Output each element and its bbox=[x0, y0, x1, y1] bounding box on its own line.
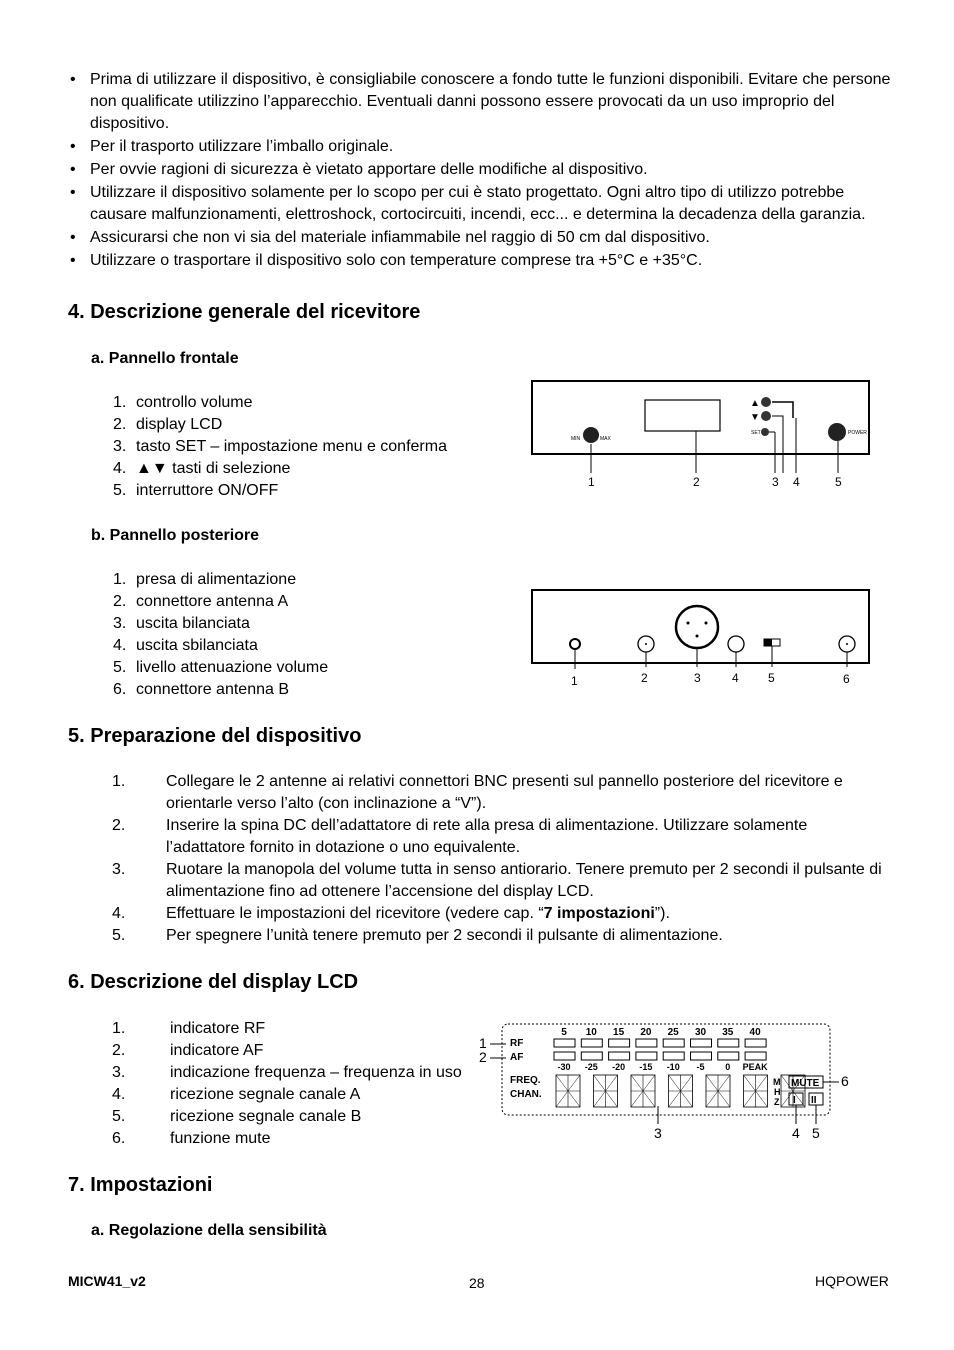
lcd-digit-segment bbox=[706, 1075, 730, 1107]
af-scale-label: -30 bbox=[557, 1062, 571, 1072]
svg-text:2: 2 bbox=[693, 475, 700, 489]
front-panel-heading: a. Pannello frontale bbox=[91, 350, 239, 367]
svg-text:1: 1 bbox=[571, 674, 578, 688]
svg-text:4: 4 bbox=[732, 671, 739, 685]
footer-model: MICW41_v2 bbox=[68, 1273, 146, 1289]
lcd-digit-segment bbox=[744, 1075, 768, 1107]
rf-bar-segment bbox=[691, 1039, 712, 1047]
rf-bar-segment bbox=[554, 1039, 575, 1047]
volume-knob bbox=[583, 427, 599, 443]
svg-text:5: 5 bbox=[835, 475, 842, 489]
af-bar-segment bbox=[691, 1052, 712, 1060]
svg-text:5: 5 bbox=[812, 1125, 820, 1141]
list-item: 2. connettore antenna A bbox=[113, 593, 289, 610]
list-item: 5. Per spegnere l’unità tenere premuto per 2 secondi il pulsante di alimentazione. bbox=[112, 927, 723, 944]
section-4-heading: 4. Descrizione generale del ricevitore bbox=[68, 301, 421, 323]
list-item: 1. indicatore RF bbox=[112, 1020, 266, 1037]
list-item: 5. ricezione segnale canale B bbox=[112, 1108, 362, 1125]
svg-text:3: 3 bbox=[694, 671, 701, 685]
preparation-steps bbox=[68, 771, 888, 947]
rf-bar-segment bbox=[745, 1039, 766, 1047]
af-bar-segment bbox=[636, 1052, 657, 1060]
rear-panel-diagram bbox=[528, 587, 873, 689]
svg-text:4: 4 bbox=[792, 1125, 800, 1141]
svg-text:M: M bbox=[773, 1077, 781, 1087]
rear-panel-outline bbox=[532, 590, 869, 663]
rf-scale-label: 10 bbox=[585, 1027, 597, 1038]
lcd-digit-segment bbox=[631, 1075, 655, 1107]
rf-label: RF bbox=[510, 1038, 524, 1049]
power-socket bbox=[570, 639, 580, 649]
list-item: 4. Effettuare le impostazioni del ricevitore (vedere cap. “7 impostazioni”). bbox=[112, 905, 670, 922]
intro-bullet-list bbox=[68, 69, 898, 273]
balanced-output bbox=[676, 606, 718, 648]
page-number: 28 bbox=[469, 1275, 485, 1291]
list-item: 3. tasto SET – impostazione menu e conferma bbox=[113, 438, 447, 455]
lcd-diagram bbox=[476, 1020, 856, 1142]
list-item: 3. uscita bilanciata bbox=[113, 615, 250, 632]
list-item: 4. ricezione segnale canale A bbox=[112, 1086, 361, 1103]
freq-label: FREQ. bbox=[510, 1075, 541, 1086]
footer-brand: HQPOWER bbox=[815, 1273, 889, 1289]
rf-bar-segment bbox=[663, 1039, 684, 1047]
af-scale-label: -5 bbox=[696, 1062, 705, 1072]
svg-text:2: 2 bbox=[479, 1049, 487, 1065]
sensitivity-heading: a. Regolazione della sensibilità bbox=[91, 1222, 327, 1239]
rf-scale-label: 25 bbox=[667, 1027, 679, 1038]
rear-panel-list bbox=[113, 569, 328, 701]
af-scale-label: -10 bbox=[666, 1062, 680, 1072]
list-item: 2. display LCD bbox=[113, 416, 223, 433]
list-item: 1. Collegare le 2 antenne ai relativi connettori BNC presenti sul pannello posteriore del ricevitore e orientarle verso l’alto (con inclinazione a “V”). bbox=[112, 773, 843, 812]
list-item: 1. presa di alimentazione bbox=[113, 571, 297, 588]
rf-bar-segment bbox=[581, 1039, 602, 1047]
up-button bbox=[761, 397, 771, 407]
svg-text:1: 1 bbox=[588, 475, 595, 489]
front-panel-outline bbox=[532, 381, 869, 454]
rf-scale-label: 35 bbox=[722, 1027, 734, 1038]
rf-scale-label: 20 bbox=[640, 1027, 652, 1038]
front-panel-diagram bbox=[528, 378, 873, 493]
lcd-digit-segment bbox=[556, 1075, 580, 1107]
lcd-digit-segment bbox=[594, 1075, 618, 1107]
svg-text:1: 1 bbox=[479, 1035, 487, 1051]
list-item: 4. uscita sbilanciata bbox=[113, 637, 258, 654]
front-panel-list bbox=[113, 392, 447, 502]
af-scale-label: -25 bbox=[584, 1062, 598, 1072]
list-item: 6. connettore antenna B bbox=[113, 681, 290, 698]
max-label: MAX bbox=[600, 436, 611, 442]
af-scale-label: 0 bbox=[725, 1062, 731, 1072]
svg-text:6: 6 bbox=[843, 672, 850, 686]
list-item: 1. controllo volume bbox=[113, 394, 253, 411]
list-item: 2. Inserire la spina DC dell’adattatore di rete alla presa di alimentazione. Utilizzare solamente l’adattatore fornito in dotazione o uno equivalente. bbox=[112, 817, 808, 856]
af-bar-segment bbox=[609, 1052, 630, 1060]
svg-text:Z: Z bbox=[774, 1097, 780, 1107]
down-arrow-icon: ▼ bbox=[750, 412, 760, 423]
rf-scale-label: 40 bbox=[749, 1027, 761, 1038]
af-scale-label: -20 bbox=[612, 1062, 626, 1072]
list-item: 5. livello attenuazione volume bbox=[113, 659, 329, 676]
rear-panel-heading: b. Pannello posteriore bbox=[91, 527, 260, 544]
svg-text:2: 2 bbox=[641, 671, 648, 685]
list-item: • Prima di utilizzare il dispositivo, è consigliabile conoscere a fondo tutte le funzioni disponibili. Evitare che persone non qualificate utilizzino l’apparecchio. Eventuali danni possono essere provocati da un uso improprio del dispositivo. bbox=[70, 71, 891, 132]
set-button bbox=[761, 428, 769, 436]
lcd-digit-segment bbox=[669, 1075, 693, 1107]
list-item: • Utilizzare o trasportare il dispositivo solo con temperature comprese tra +5°C e +35°C. bbox=[70, 252, 703, 269]
list-item: • Per il trasporto utilizzare l’imballo originale. bbox=[70, 138, 394, 155]
mute-label: MUTE bbox=[791, 1078, 820, 1089]
rf-scale-label: 5 bbox=[561, 1027, 567, 1038]
svg-text:3: 3 bbox=[772, 475, 779, 489]
svg-text:H: H bbox=[774, 1087, 781, 1097]
af-bar-segment bbox=[745, 1052, 766, 1060]
power-button bbox=[828, 423, 846, 441]
af-bar-segment bbox=[718, 1052, 739, 1060]
list-item: 3. indicazione frequenza – frequenza in uso bbox=[112, 1064, 462, 1081]
svg-text:II: II bbox=[811, 1095, 817, 1106]
set-label: SET bbox=[751, 430, 761, 436]
unbalanced-output bbox=[728, 636, 744, 652]
rf-scale-label: 30 bbox=[694, 1027, 707, 1038]
svg-text:3: 3 bbox=[654, 1125, 662, 1141]
af-bar-segment bbox=[554, 1052, 575, 1060]
power-label: POWER bbox=[848, 430, 867, 436]
af-bar-segment bbox=[663, 1052, 684, 1060]
lcd-window bbox=[645, 400, 720, 431]
chan-label: CHAN. bbox=[510, 1089, 542, 1100]
af-scale-label: -15 bbox=[639, 1062, 653, 1072]
section-5-heading: 5. Preparazione del dispositivo bbox=[68, 725, 362, 747]
svg-text:6: 6 bbox=[841, 1073, 849, 1089]
lcd-description-list bbox=[68, 1018, 488, 1150]
svg-text:I: I bbox=[793, 1095, 796, 1106]
rf-bar-segment bbox=[609, 1039, 630, 1047]
list-item: 2. indicatore AF bbox=[112, 1042, 264, 1059]
down-button bbox=[761, 411, 771, 421]
list-item: • Per ovvie ragioni di sicurezza è vietato apportare delle modifiche al dispositivo. bbox=[70, 161, 648, 178]
up-arrow-icon: ▲ bbox=[750, 398, 760, 409]
min-label: MIN bbox=[571, 436, 581, 442]
section-6-heading: 6. Descrizione del display LCD bbox=[68, 971, 359, 993]
af-label: AF bbox=[510, 1052, 524, 1063]
rf-scale-label: 15 bbox=[613, 1027, 625, 1038]
af-scale-label: PEAK bbox=[742, 1062, 768, 1072]
list-item: 4. ▲▼ tasti di selezione bbox=[113, 460, 291, 477]
list-item: • Assicurarsi che non vi sia del materiale infiammabile nel raggio di 50 cm dal dispositivo. bbox=[70, 229, 710, 246]
svg-text:5: 5 bbox=[768, 671, 775, 685]
list-item: 5. interruttore ON/OFF bbox=[113, 482, 279, 499]
af-bar-segment bbox=[581, 1052, 602, 1060]
rf-bar-segment bbox=[718, 1039, 739, 1047]
list-item: 3. Ruotare la manopola del volume tutta in senso antiorario. Tenere premuto per 2 secondi il pulsante di alimentazione fino ad ottenere l’accensione del display LCD. bbox=[112, 861, 882, 900]
list-item: 6. funzione mute bbox=[112, 1130, 271, 1147]
rf-bar-segment bbox=[636, 1039, 657, 1047]
section-7-heading: 7. Impostazioni bbox=[68, 1174, 213, 1196]
svg-text:4: 4 bbox=[793, 475, 800, 489]
list-item: • Utilizzare il dispositivo solamente per lo scopo per cui è stato progettato. Ogni altro tipo di utilizzo potrebbe causare malfunzionamenti, elettroshock, cortocircuiti, incendi, ecc... e determina la decadenza della garanzia. bbox=[70, 184, 866, 223]
